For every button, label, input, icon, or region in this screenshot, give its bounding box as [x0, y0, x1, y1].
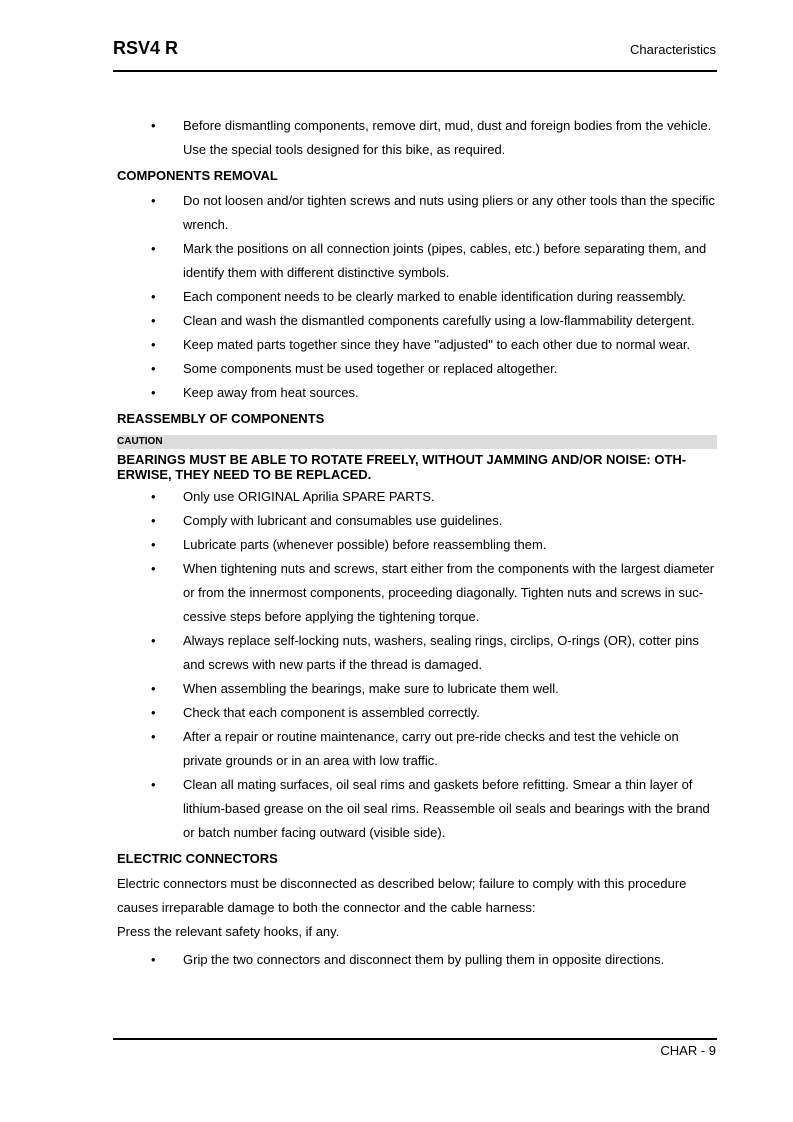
- electric-connectors-heading: ELECTRIC CONNECTORS: [117, 851, 278, 866]
- footer-divider: [113, 1038, 717, 1040]
- page-header-section: Characteristics: [630, 42, 716, 57]
- electric-connectors-paragraph: Electric connectors must be disconnected as described below; failure to comply with this procedure causes irreparable damage to both the connector and the cable harness:: [117, 876, 687, 915]
- electric-connectors-list: [117, 948, 717, 972]
- components-removal-list: [117, 189, 717, 405]
- list-item: • Keep mated parts together since they have "adjusted" to each other due to normal wear.: [117, 333, 717, 357]
- electric-connectors-paragraph-2: Press the relevant safety hooks, if any.: [117, 924, 340, 939]
- list-item: • Clean and wash the dismantled components carefully using a low-flammability detergent.: [117, 309, 717, 333]
- reassembly-list: [117, 485, 717, 845]
- reassembly-heading: REASSEMBLY OF COMPONENTS: [117, 411, 325, 426]
- list-item: • Comply with lubricant and consumables use guidelines.: [117, 509, 717, 533]
- components-removal-heading: COMPONENTS REMOVAL: [117, 168, 278, 183]
- list-item: • Keep away from heat sources.: [117, 381, 717, 405]
- list-item: • After a repair or routine maintenance, carry out pre-ride checks and test the vehicle on private grounds or in an area with low traffic.: [117, 725, 717, 773]
- list-item: • Clean all mating surfaces, oil seal rims and gaskets before refitting. Smear a thin layer of lithium-based grease on the oil seal rims. Reassemble oil seals and bearings with the brand or batch number facing outward (visible side).: [117, 773, 717, 845]
- list-item: • Check that each component is assembled correctly.: [117, 701, 717, 725]
- page-content: [117, 114, 717, 972]
- page-number: CHAR - 9: [660, 1043, 716, 1058]
- header-divider: [113, 70, 717, 72]
- list-item: • When assembling the bearings, make sure to lubricate them well.: [117, 677, 717, 701]
- list-item: • Only use ORIGINAL Aprilia SPARE PARTS.: [117, 485, 717, 509]
- list-item: • Each component needs to be clearly marked to enable identification during reassembly.: [117, 285, 717, 309]
- list-item: • Grip the two connectors and disconnect them by pulling them in opposite directions.: [117, 948, 717, 972]
- list-item: • Some components must be used together or replaced altogether.: [117, 357, 717, 381]
- list-item: • Lubricate parts (whenever possible) before reassembling them.: [117, 533, 717, 557]
- list-item: • When tightening nuts and screws, start either from the components with the largest diameter or from the innermost components, proceeding diagonally. Tighten nuts and screws in suc-cessive steps before applying the tightening torque.: [117, 557, 717, 629]
- list-item: • Mark the positions on all connection joints (pipes, cables, etc.) before separating them, and identify them with different distinctive symbols.: [117, 237, 717, 285]
- list-item: • Before dismantling components, remove dirt, mud, dust and foreign bodies from the vehicle. Use the special tools designed for this bike, as required.: [117, 114, 717, 162]
- caution-text: BEARINGS MUST BE ABLE TO ROTATE FREELY, WITHOUT JAMMING AND/OR NOISE: OTH-ERWISE, THEY NEED TO BE REPLACED.: [117, 452, 687, 482]
- list-item: • Do not loosen and/or tighten screws and nuts using pliers or any other tools than the specific wrench.: [117, 189, 717, 237]
- caution-label: CAUTION: [117, 435, 717, 449]
- list-item: • Always replace self-locking nuts, washers, sealing rings, circlips, O-rings (OR), cotter pins and screws with new parts if the thread is damaged.: [117, 629, 717, 677]
- page-header-title: RSV4 R: [113, 38, 179, 58]
- intro-bullet-list: [117, 114, 717, 162]
